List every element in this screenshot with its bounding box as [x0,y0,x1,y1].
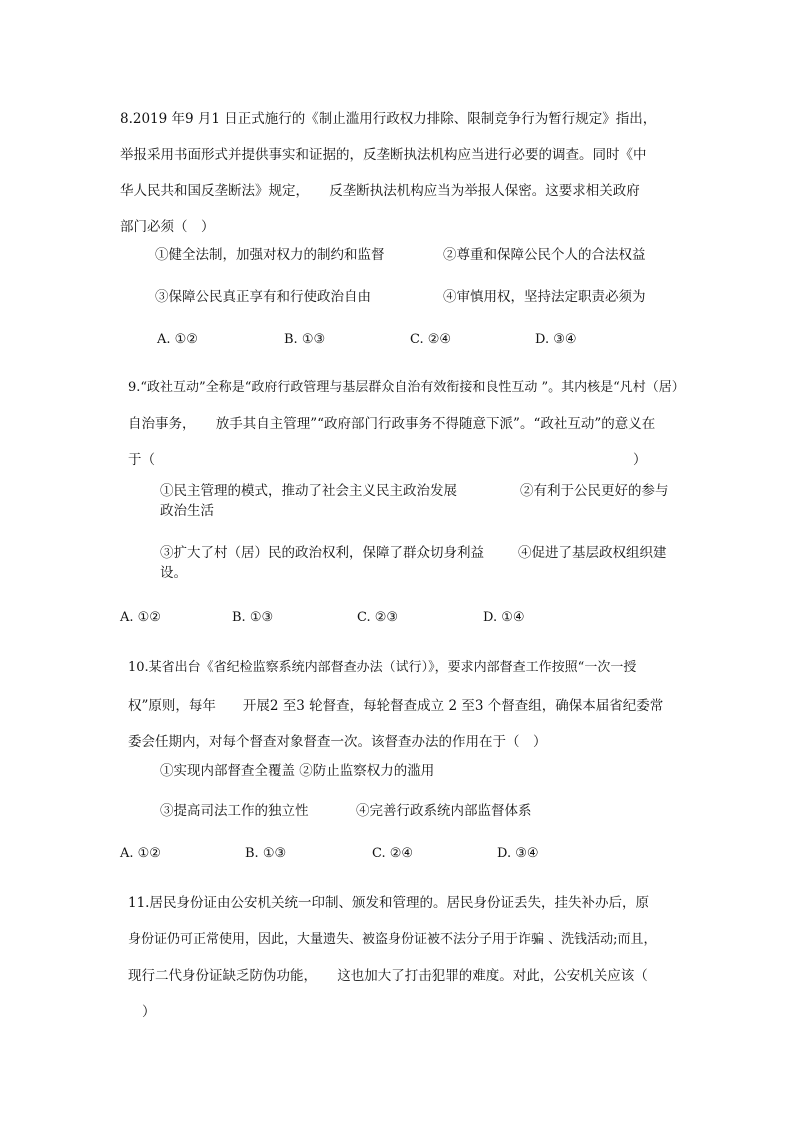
question-9-option-c: C. ②③ [357,610,399,625]
question-8-line-1: 8.2019 年9 月1 日正式施行的《制止滥用行政权力排除、限制竞争行为暂行规定》指出， [120,111,657,127]
question-8-option-c: C. ②④ [410,332,452,347]
question-11-line-4: ） [142,1004,156,1020]
question-9-option-b: B. ①③ [232,610,274,625]
question-9-statement-4: ④促进了基层政权组织建 [518,545,667,561]
question-8-statement-3: ③保障公民真正享有和行使政治自由 [155,289,371,305]
question-10-statement-4: ④完善行政系统内部监督体系 [356,803,532,819]
question-10-line-2: 权”原则，每年 开展2 至3 轮督查，每轮督查成立 2 至3 个督查组，确保本届省纪委常 [128,698,664,714]
question-11-line-3: 现行二代身份证缺乏防伪功能， 这也加大了打击犯罪的难度。对此，公安机关应该（ [128,968,648,984]
question-9-statement-4-cont: 设。 [160,565,187,581]
question-8-option-d: D. ③④ [535,332,577,347]
question-9-statement-2: ②有利于公民更好的参与 [520,483,669,499]
question-10-statement-1: ①实现内部督查全覆盖 ②防止监察权力的滥用 [160,763,435,779]
question-10-option-c: C. ②④ [372,846,414,861]
question-8-option-b: B. ①③ [284,332,326,347]
question-9-option-a: A. ①② [120,610,161,625]
question-8-statement-2: ②尊重和保障公民个人的合法权益 [443,247,646,263]
question-10-option-a: A. ①② [120,846,161,861]
question-9-line-3a: 于（ [128,452,155,468]
question-10-option-d: D. ③④ [497,846,539,861]
question-8-option-a: A. ①② [157,332,198,347]
question-10-line-3: 委会任期内，对每个督查对象督查一次。该督查办法的作用在于（ ） [128,734,547,750]
question-10-line-1: 10.某省出台《省纪检监察系统内部督查办法（试行）》，要求内部督查工作按照“一次一授 [128,660,637,675]
question-9-statement-2-cont: 政治生活 [160,503,214,519]
question-9-line-2: 自治事务， 放手其自主管理”“政府部门行政事务不得随意下派”。“政社互动”的意义在 [128,416,656,432]
question-9-line-3b: ） [633,452,647,468]
question-8-statement-1: ①健全法制，加强对权力的制约和监督 [155,247,385,263]
question-9-option-d: D. ①④ [483,610,525,625]
question-9-line-1: 9.“政社互动”全称是“政府行政管理与基层群众自治有效衔接和良性互动 ”。其内核是“凡村（居） [128,380,685,395]
question-9-statement-3: ③扩大了村（居）民的政治权利，保障了群众切身利益 [160,545,484,561]
question-8-statement-4: ④审慎用权，坚持法定职责必须为 [443,289,646,305]
question-8-line-4: 部门必须（ ） [120,219,215,235]
question-10-statement-3: ③提高司法工作的独立性 [160,803,309,819]
question-11-line-1: 11.居民身份证由公安机关统一印制、颁发和管理的。居民身份证丢失，挂失补办后，原 [128,895,649,911]
question-8-line-2: 举报采用书面形式并提供事实和证据的，反垄断执法机构应当进行必要的调查。同时《中 [120,147,647,163]
question-10-option-b: B. ①③ [245,846,287,861]
question-8-line-3: 华人民共和国反垄断法》规定， 反垄断执法机构应当为举报人保密。这要求相关政府 [120,183,640,199]
question-11-line-2: 身份证仍可正常使用，因此，大量遗失、被盗身份证被不法分子用于诈骗 、洗钱活动;而且， [128,932,657,947]
question-9-statement-1: ①民主管理的模式，推动了社会主义民主政治发展 [160,483,457,499]
